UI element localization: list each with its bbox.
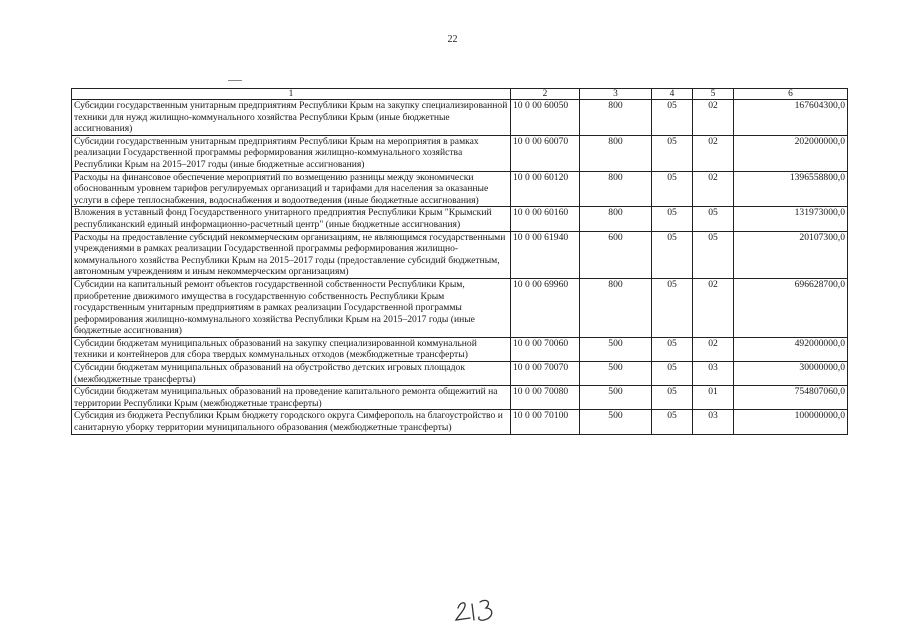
row-name: Расходы на предоставление субсидий некоммерческим организациям, не являющимся государственными учреждениями в рамках реализации Государственной программы реформирования жилищно-коммунального хозяйства Республики Крым на 2015–2017 годы (предоставление субсидий бюджетным, автономным учреждениям и иным некоммерческим организациям)	[72, 231, 511, 278]
row-col4: 05	[652, 207, 693, 231]
row-code: 10 0 00 70070	[511, 362, 580, 386]
row-col3: 600	[580, 231, 652, 278]
row-col3: 500	[580, 386, 652, 410]
row-amount: 131973000,0	[734, 207, 848, 231]
row-col5: 03	[693, 362, 734, 386]
handwritten-signature	[452, 594, 502, 629]
row-amount: 167604300,0	[734, 100, 848, 136]
budget-table	[71, 88, 848, 435]
header-cell: 2	[511, 89, 580, 100]
row-amount: 100000000,0	[734, 410, 848, 434]
row-code: 10 0 00 69960	[511, 278, 580, 337]
row-amount: 202000000,0	[734, 135, 848, 171]
table-row	[72, 410, 848, 434]
row-col5: 02	[693, 278, 734, 337]
signature-icon	[452, 594, 502, 624]
table-row	[72, 171, 848, 207]
row-name: Расходы на финансовое обеспечение мероприятий по возмещению разницы между экономически обоснованным уровнем тарифов регулируемых организаций и тарифами для населения за оказанные услуги в сфере теплоснабжения, водоснабжения и водоотведения (иные бюджетные ассигнования)	[72, 171, 511, 207]
row-col5: 02	[693, 100, 734, 136]
table-row	[72, 362, 848, 386]
row-amount: 492000000,0	[734, 337, 848, 361]
table-row	[72, 386, 848, 410]
row-col4: 05	[652, 386, 693, 410]
row-amount: 1396558800,0	[734, 171, 848, 207]
row-col5: 05	[693, 231, 734, 278]
row-col5: 02	[693, 171, 734, 207]
row-name: Субсидии на капитальный ремонт объектов государственной собственности Республики Крым, приобретение движимого имущества в государственную собственность Республики Крым государственным унитарным предприятиям в рамках реализации Государственной программы реформирования жилищно-коммунального хозяйства Республики Крым на 2015–2017 годы (иные бюджетные ассигнования)	[72, 278, 511, 337]
header-cell: 6	[734, 89, 848, 100]
row-name: Субсидии государственным унитарным предприятиям Республики Крым на закупку специализированной техники для нужд жилищно-коммунального хозяйства Республики Крым (иные бюджетные ассигнования)	[72, 100, 511, 136]
row-col4: 05	[652, 337, 693, 361]
table-row	[72, 207, 848, 231]
row-name: Вложения в уставный фонд Государственного унитарного предприятия Республики Крым "Крымский республиканский единый информационно-расчетный центр" (иные бюджетные ассигнования)	[72, 207, 511, 231]
row-code: 10 0 00 60070	[511, 135, 580, 171]
row-name: Субсидии бюджетам муниципальных образований на обустройство детских игровых площадок (межбюджетные трансферты)	[72, 362, 511, 386]
header-cell: 1	[72, 89, 511, 100]
row-col5: 05	[693, 207, 734, 231]
row-code: 10 0 00 60160	[511, 207, 580, 231]
row-code: 10 0 00 70060	[511, 337, 580, 361]
row-col3: 800	[580, 100, 652, 136]
row-col4: 05	[652, 362, 693, 386]
row-amount: 696628700,0	[734, 278, 848, 337]
row-name: Субсидии бюджетам муниципальных образований на проведение капитального ремонта общежитий на территории Республики Крым (межбюджетные трансферты)	[72, 386, 511, 410]
row-col3: 800	[580, 278, 652, 337]
row-col3: 500	[580, 410, 652, 434]
page-number: 22	[447, 34, 458, 45]
row-col5: 02	[693, 337, 734, 361]
row-col3: 800	[580, 171, 652, 207]
row-col4: 05	[652, 135, 693, 171]
row-col4: 05	[652, 100, 693, 136]
row-col3: 500	[580, 362, 652, 386]
row-amount: 30000000,0	[734, 362, 848, 386]
row-col4: 05	[652, 171, 693, 207]
stray-mark	[228, 80, 242, 81]
header-cell: 4	[652, 89, 693, 100]
header-row	[72, 89, 848, 100]
row-code: 10 0 00 61940	[511, 231, 580, 278]
table-row	[72, 135, 848, 171]
row-col5: 02	[693, 135, 734, 171]
table-row	[72, 100, 848, 136]
row-col3: 800	[580, 135, 652, 171]
table-row	[72, 337, 848, 361]
header-cell: 5	[693, 89, 734, 100]
row-col3: 800	[580, 207, 652, 231]
row-name: Субсидии государственным унитарным предприятиям Республики Крым на мероприятия в рамках реализации Государственной программы реформирования жилищно-коммунального хозяйства Республики Крым на 2015–2017 годы (иные бюджетные ассигнования)	[72, 135, 511, 171]
row-col4: 05	[652, 278, 693, 337]
row-col4: 05	[652, 231, 693, 278]
row-col5: 03	[693, 410, 734, 434]
row-code: 10 0 00 70100	[511, 410, 580, 434]
row-code: 10 0 00 70080	[511, 386, 580, 410]
table-row	[72, 278, 848, 337]
row-amount: 754807060,0	[734, 386, 848, 410]
header-cell: 3	[580, 89, 652, 100]
row-name: Субсидии бюджетам муниципальных образований на закупку специализированной коммунальной техники и контейнеров для сбора твердых коммунальных отходов (межбюджетные трансферты)	[72, 337, 511, 361]
row-amount: 20107300,0	[734, 231, 848, 278]
row-col5: 01	[693, 386, 734, 410]
row-col4: 05	[652, 410, 693, 434]
row-col3: 500	[580, 337, 652, 361]
row-name: Субсидия из бюджета Республики Крым бюджету городского округа Симферополь на благоустройство и санитарную уборку территории муниципального образования (межбюджетные трансферты)	[72, 410, 511, 434]
row-code: 10 0 00 60050	[511, 100, 580, 136]
table-row	[72, 231, 848, 278]
row-code: 10 0 00 60120	[511, 171, 580, 207]
